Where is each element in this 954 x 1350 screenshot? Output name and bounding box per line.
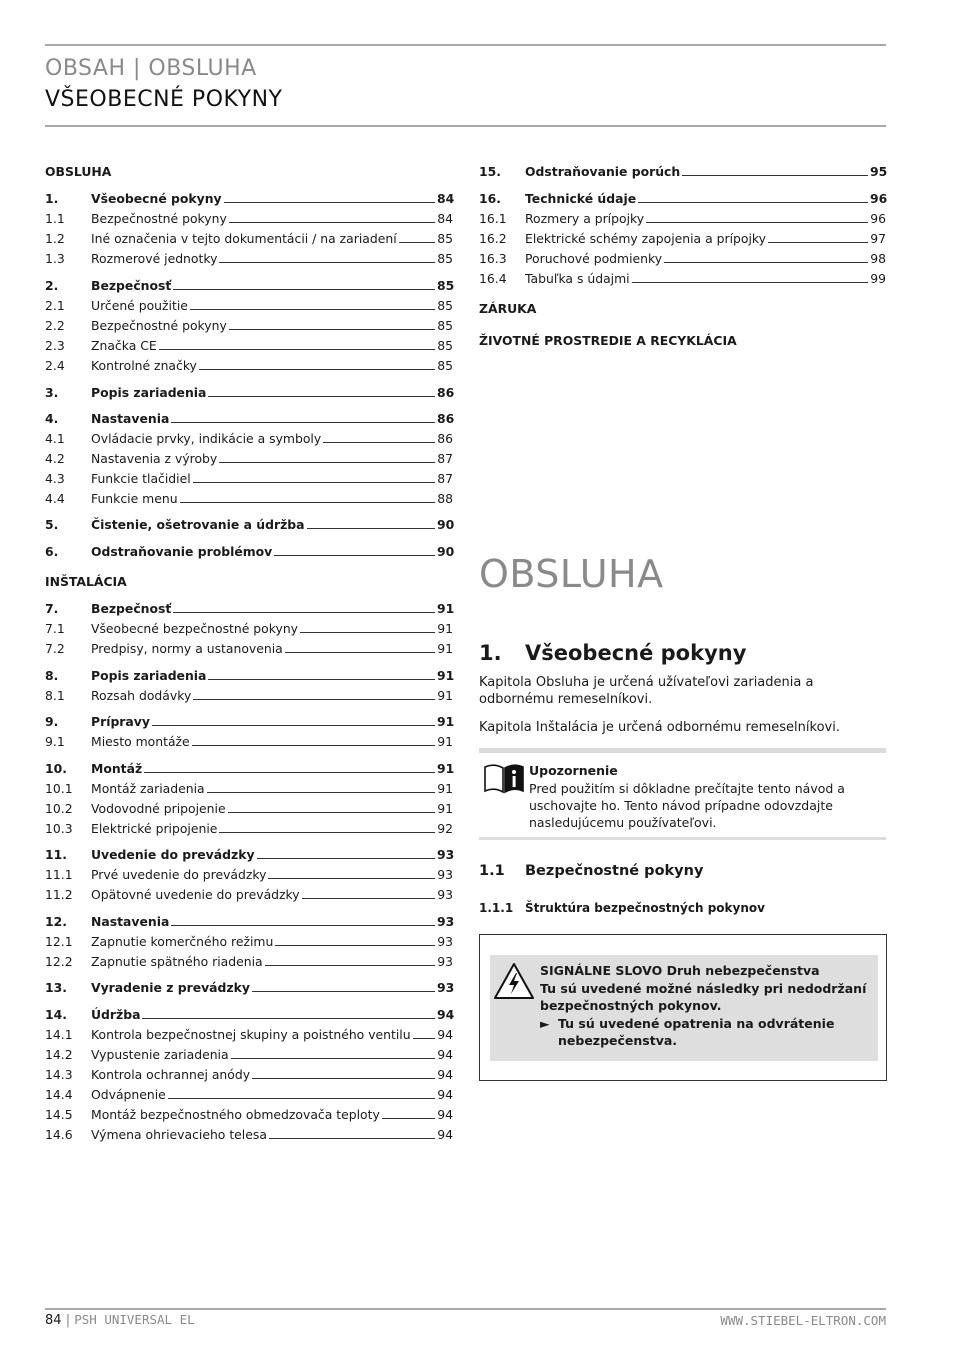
footer-left [45, 1312, 195, 1328]
warning-panel [490, 955, 878, 1061]
heading-safety-structure [479, 901, 765, 915]
toc-entry-page: 84 [437, 191, 455, 206]
toc-entry[interactable] [45, 1104, 453, 1122]
toc-leader-line [173, 612, 435, 613]
toc-leader-line [265, 965, 435, 966]
heading-general-instructions [479, 641, 746, 665]
toc-entry[interactable] [479, 161, 886, 179]
toc-entry[interactable] [45, 408, 453, 426]
toc-entry-number: 7.2 [45, 641, 65, 656]
toc-entry-page: 90 [437, 517, 455, 532]
paragraph-operation: Kapitola Obsluha je určená užívateľovi zariadenia a odbornému remeselníkovi. [479, 675, 814, 707]
toc-entry-number: 16. [479, 191, 501, 206]
toc-entry-page: 85 [437, 318, 453, 333]
toc-entry-title: Vyradenie z prevádzky [91, 980, 250, 995]
toc-entry-number: 2. [45, 278, 59, 293]
toc-leader-line [208, 679, 435, 680]
toc-entry-page: 99 [870, 271, 886, 286]
toc-leader-line [307, 528, 435, 529]
toc-entry-page: 91 [437, 601, 455, 616]
toc-entry-number: 10.2 [45, 801, 73, 816]
toc-entry-page: 96 [870, 191, 888, 206]
toc-entry[interactable] [45, 488, 453, 506]
toc-entry[interactable] [45, 1044, 453, 1062]
toc-entry-page: 85 [437, 278, 455, 293]
toc-entry-title: Odstraňovanie porúch [525, 164, 681, 179]
heading-safety-instructions [479, 863, 703, 879]
toc-entry-page: 93 [437, 980, 455, 995]
toc-entry-page: 86 [437, 431, 453, 446]
toc-leader-line [646, 222, 868, 223]
toc-leader-line [632, 282, 868, 283]
toc-entry-title: Poruchové podmienky [525, 251, 663, 266]
toc-entry-title: Výmena ohrievacieho telesa [91, 1127, 267, 1142]
toc-entry[interactable] [479, 248, 886, 266]
toc-leader-line [171, 925, 435, 926]
toc-entry-title: Funkcie menu [91, 491, 178, 506]
toc-leader-line [300, 632, 435, 633]
page-number: 84 [45, 1313, 62, 1328]
toc-entry-page: 94 [437, 1027, 453, 1042]
toc-leader-line [180, 502, 435, 503]
toc-entry-title: Predpisy, normy a ustanovenia [91, 641, 283, 656]
toc-entry-title: Nastavenia [91, 411, 170, 426]
toc-entry-title: Uvedenie do prevádzky [91, 847, 255, 862]
toc-leader-line [275, 945, 435, 946]
toc-entry[interactable] [45, 188, 453, 206]
toc-entry[interactable] [45, 275, 453, 293]
toc-entry-page: 93 [437, 887, 453, 902]
toc-entry-number: 7.1 [45, 621, 65, 636]
toc-entry[interactable] [45, 798, 453, 816]
toc-entry-page: 90 [437, 544, 455, 559]
toc-entry-title: Elektrické schémy zapojenia a prípojky [525, 231, 766, 246]
toc-entry-number: 4.2 [45, 451, 65, 466]
toc-entry[interactable] [45, 638, 453, 656]
toc-entry-title: Bezpečnostné pokyny [91, 318, 227, 333]
toc-entry[interactable] [45, 951, 453, 969]
toc-entry-page: 85 [437, 338, 453, 353]
toc-entry-number: 16.2 [479, 231, 507, 246]
toc-entry-number: 14.2 [45, 1047, 73, 1062]
warning-measure [540, 1015, 876, 1049]
toc-entry-number: 8.1 [45, 688, 65, 703]
header-breadcrumb: OBSAH | OBSLUHA [45, 56, 257, 81]
toc-entry-number: 1. [45, 191, 59, 206]
toc-entry[interactable] [45, 428, 453, 446]
toc-entry-title: Vypustenie zariadenia [91, 1047, 229, 1062]
toc-entry-page: 93 [437, 867, 453, 882]
toc-entry-number: 11. [45, 847, 67, 862]
toc-entry[interactable] [45, 844, 453, 862]
toc-entry-title: Bezpečnosť [91, 278, 172, 293]
toc-entry-title: Iné označenia v tejto dokumentácii / na zariadení [91, 231, 397, 246]
toc-entry[interactable] [45, 977, 453, 995]
note-text: Pred použitím si dôkladne prečítajte tento návod a uschovajte ho. Tento návod prípadne odovzdajte nasledujúcemu používateľovi. [529, 781, 845, 830]
toc-leader-line [382, 1118, 435, 1119]
toc-entry-title: Montáž zariadenia [91, 781, 205, 796]
toc-entry-title: Kontrolné značky [91, 358, 197, 373]
toc-entry-page: 98 [870, 251, 886, 266]
footer-rule [45, 1308, 886, 1310]
toc-entry-page: 94 [437, 1007, 455, 1022]
toc-entry-title: Určené použitie [91, 298, 188, 313]
header-top-rule [45, 44, 886, 46]
toc-entry-number: 2.2 [45, 318, 65, 333]
toc-entry-page: 93 [437, 914, 455, 929]
footer-separator: | [65, 1313, 71, 1328]
heading-text: Bezpečnostné pokyny [525, 863, 704, 879]
toc-entry-page: 91 [437, 801, 453, 816]
toc-entry-title: Tabuľka s údajmi [525, 271, 630, 286]
warning-box [479, 934, 887, 1081]
toc-entry-page: 91 [437, 781, 453, 796]
toc-section-heading: OBSLUHA [45, 164, 112, 179]
toc-entry-number: 10. [45, 761, 67, 776]
toc-leader-line [208, 396, 435, 397]
toc-entry-number: 14.5 [45, 1107, 73, 1122]
toc-entry-number: 8. [45, 668, 59, 683]
page-title: VŠEOBECNÉ POKYNY [45, 87, 283, 112]
toc-entry-number: 5. [45, 517, 59, 532]
toc-entry-title: Kontrola bezpečnostnej skupiny a poistného ventilu [91, 1027, 411, 1042]
toc-leader-line [269, 1138, 435, 1139]
heading-number: 1. [479, 641, 502, 665]
manual-info-icon [482, 761, 526, 795]
toc-entry-title: Bezpečnosť [91, 601, 172, 616]
toc-entry-number: 14. [45, 1007, 67, 1022]
toc-entry[interactable] [45, 514, 453, 532]
toc-entry-title: Popis zariadenia [91, 385, 207, 400]
toc-entry-page: 91 [437, 621, 453, 636]
toc-leader-line [268, 878, 435, 879]
toc-entry[interactable] [45, 1004, 453, 1022]
toc-leader-line [682, 175, 868, 176]
toc-entry-page: 91 [437, 734, 453, 749]
toc-leader-line [274, 555, 435, 556]
toc-entry[interactable] [45, 911, 453, 929]
product-name: PSH UNIVERSAL EL [74, 1312, 195, 1327]
toc-entry-number: 1.2 [45, 231, 65, 246]
toc-entry-page: 86 [437, 411, 455, 426]
toc-entry[interactable] [45, 685, 453, 703]
toc-entry-title: Montáž bezpečnostného obmedzovača teploty [91, 1107, 380, 1122]
toc-leader-line [219, 462, 435, 463]
toc-entry-number: 9. [45, 714, 59, 729]
toc-entry-number: 2.3 [45, 338, 65, 353]
toc-entry[interactable] [45, 618, 453, 636]
toc-entry-number: 4.3 [45, 471, 65, 486]
toc-entry-title: Údržba [91, 1007, 141, 1022]
arrow-right-icon: ► [540, 1016, 550, 1031]
toc-entry-number: 11.2 [45, 887, 73, 902]
toc-entry-number: 14.6 [45, 1127, 73, 1142]
toc-leader-line [664, 262, 868, 263]
toc-leader-line [219, 832, 435, 833]
toc-entry-number: 9.1 [45, 734, 65, 749]
toc-leader-line [168, 1098, 435, 1099]
toc-entry[interactable] [45, 315, 453, 333]
toc-entry-number: 3. [45, 385, 59, 400]
toc-leader-line [193, 482, 435, 483]
toc-entry-title: Všeobecné bezpečnostné pokyny [91, 621, 299, 636]
toc-entry-number: 15. [479, 164, 501, 179]
toc-entry-page: 87 [437, 451, 453, 466]
toc-entry-page: 93 [437, 847, 455, 862]
toc-entry-title: Nastavenia z výroby [91, 451, 218, 466]
toc-entry-number: 12. [45, 914, 67, 929]
toc-entry-title: Ovládacie prvky, indikácie a symboly [91, 431, 322, 446]
toc-leader-line [285, 652, 435, 653]
warning-title: SIGNÁLNE SLOVO Druh nebezpečenstva [540, 963, 820, 978]
toc-entry-title: Opätovné uvedenie do prevádzky [91, 887, 300, 902]
toc-leader-line [231, 1058, 435, 1059]
paragraph-installation: Kapitola Inštalácia je určená odbornému remeselníkovi. [479, 720, 840, 735]
toc-entry[interactable] [45, 1084, 453, 1102]
toc-entry-title: Prvé uvedenie do prevádzky [91, 867, 267, 882]
toc-leader-line [257, 858, 435, 859]
toc-entry-number: 12.1 [45, 934, 73, 949]
toc-entry-number: 16.3 [479, 251, 507, 266]
heading-number: 1.1.1 [479, 901, 514, 915]
toc-entry-page: 84 [437, 211, 453, 226]
website-url: WWW.STIEBEL-ELTRON.COM [720, 1313, 886, 1328]
toc-entry-number: 10.1 [45, 781, 73, 796]
toc-entry-page: 91 [437, 688, 453, 703]
toc-entry[interactable] [45, 1064, 453, 1082]
toc-leader-line [224, 202, 435, 203]
toc-entry-page: 96 [870, 211, 886, 226]
electric-hazard-icon [493, 962, 535, 1000]
toc-entry-page: 91 [437, 668, 455, 683]
toc-entry-page: 85 [437, 358, 453, 373]
toc-entry-page: 94 [437, 1047, 453, 1062]
warning-text: Tu sú uvedené možné následky pri nedodržaní bezpečnostných pokynov. [540, 981, 867, 1013]
toc-entry-page: 97 [870, 231, 886, 246]
toc-entry[interactable] [45, 1124, 453, 1142]
toc-leader-line [302, 898, 435, 899]
toc-entry-number: 14.4 [45, 1087, 73, 1102]
toc-leader-line [142, 1018, 435, 1019]
toc-leader-line [159, 349, 435, 350]
toc-leader-line [228, 812, 435, 813]
toc-entry-number: 14.3 [45, 1067, 73, 1082]
toc-entry[interactable] [45, 884, 453, 902]
toc-entry-page: 93 [437, 954, 453, 969]
toc-entry-number: 10.3 [45, 821, 73, 836]
toc-entry-page: 93 [437, 934, 453, 949]
toc-entry[interactable] [45, 598, 453, 616]
toc-entry[interactable] [45, 731, 453, 749]
toc-section-heading: ŽIVOTNÉ PROSTREDIE A RECYKLÁCIA [479, 333, 737, 348]
note-title: Upozornenie [529, 763, 618, 778]
header-bottom-rule [45, 125, 886, 127]
section-title: OBSLUHA [479, 552, 664, 596]
toc-entry-title: Technické údaje [525, 191, 637, 206]
toc-leader-line [323, 442, 435, 443]
toc-entry[interactable] [45, 448, 453, 466]
toc-entry-page: 91 [437, 714, 455, 729]
toc-entry-title: Rozsah dodávky [91, 688, 192, 703]
toc-entry-title: Rozmery a prípojky [525, 211, 645, 226]
toc-entry[interactable] [45, 711, 453, 729]
toc-entry-page: 94 [437, 1127, 453, 1142]
toc-entry[interactable] [45, 248, 453, 266]
toc-entry-number: 14.1 [45, 1027, 73, 1042]
toc-entry-title: Odstraňovanie problémov [91, 544, 273, 559]
toc-leader-line [152, 725, 435, 726]
toc-leader-line [229, 329, 435, 330]
toc-entry-title: Funkcie tlačidiel [91, 471, 191, 486]
toc-entry-page: 85 [437, 251, 453, 266]
toc-entry-title: Popis zariadenia [91, 668, 207, 683]
toc-section-heading: INŠTALÁCIA [45, 574, 127, 589]
toc-entry-number: 1.1 [45, 211, 65, 226]
toc-entry[interactable] [45, 468, 453, 486]
toc-entry[interactable] [479, 228, 886, 246]
toc-entry-number: 16.1 [479, 211, 507, 226]
toc-entry[interactable] [45, 228, 453, 246]
toc-leader-line [252, 1078, 435, 1079]
toc-leader-line [192, 745, 435, 746]
toc-entry-page: 91 [437, 761, 455, 776]
toc-leader-line [768, 242, 868, 243]
toc-leader-line [173, 289, 435, 290]
toc-entry-number: 4.4 [45, 491, 65, 506]
toc-entry[interactable] [45, 208, 453, 226]
toc-entry-page: 87 [437, 471, 453, 486]
toc-entry-page: 88 [437, 491, 453, 506]
toc-entry[interactable] [479, 208, 886, 226]
toc-entry-title: Odvápnenie [91, 1087, 166, 1102]
heading-text: Všeobecné pokyny [525, 641, 747, 665]
toc-entry-title: Montáž [91, 761, 143, 776]
toc-entry[interactable] [45, 864, 453, 882]
toc-entry-page: 94 [437, 1087, 453, 1102]
toc-leader-line [638, 202, 868, 203]
toc-leader-line [199, 369, 435, 370]
toc-entry-number: 2.1 [45, 298, 65, 313]
toc-entry[interactable] [45, 665, 453, 683]
warning-measure-text: Tu sú uvedené opatrenia na odvrátenie nebezpečenstva. [558, 1016, 835, 1048]
toc-entry[interactable] [45, 1024, 453, 1042]
toc-entry-title: Zapnutie komerčného režimu [91, 934, 274, 949]
heading-number: 1.1 [479, 863, 505, 879]
toc-section-heading: ZÁRUKA [479, 301, 537, 316]
toc-leader-line [171, 422, 435, 423]
toc-entry-number: 11.1 [45, 867, 73, 882]
toc-entry-title: Bezpečnostné pokyny [91, 211, 227, 226]
toc-entry[interactable] [45, 931, 453, 949]
note-box [479, 748, 886, 840]
toc-entry-title: Miesto montáže [91, 734, 190, 749]
toc-entry[interactable] [45, 335, 453, 353]
toc-leader-line [144, 772, 435, 773]
heading-text: Štruktúra bezpečnostných pokynov [525, 901, 765, 915]
toc-leader-line [193, 699, 435, 700]
toc-entry-page: 85 [437, 231, 453, 246]
toc-entry-page: 95 [870, 164, 888, 179]
toc-entry[interactable] [45, 778, 453, 796]
toc-leader-line [207, 792, 435, 793]
toc-leader-line [229, 222, 435, 223]
toc-entry-number: 6. [45, 544, 59, 559]
toc-leader-line [219, 262, 435, 263]
toc-entry-page: 92 [437, 821, 453, 836]
toc-entry-number: 16.4 [479, 271, 507, 286]
toc-entry-title: Elektrické pripojenie [91, 821, 218, 836]
toc-entry[interactable] [479, 188, 886, 206]
toc-entry-title: Nastavenia [91, 914, 170, 929]
toc-entry-number: 4. [45, 411, 59, 426]
toc-entry-title: Značka CE [91, 338, 157, 353]
toc-entry[interactable] [479, 268, 886, 286]
toc-entry-page: 94 [437, 1107, 453, 1122]
toc-leader-line [413, 1038, 435, 1039]
toc-entry[interactable] [45, 818, 453, 836]
toc-entry-number: 2.4 [45, 358, 65, 373]
toc-entry-page: 94 [437, 1067, 453, 1082]
toc-entry-page: 86 [437, 385, 455, 400]
toc-entry-number: 13. [45, 980, 67, 995]
toc-entry-title: Všeobecné pokyny [91, 191, 222, 206]
toc-entry-title: Rozmerové jednotky [91, 251, 218, 266]
toc-entry[interactable] [45, 758, 453, 776]
toc-entry-page: 91 [437, 641, 453, 656]
toc-leader-line [399, 242, 435, 243]
toc-entry-title: Kontrola ochrannej anódy [91, 1067, 251, 1082]
toc-entry-title: Prípravy [91, 714, 150, 729]
toc-entry-title: Vodovodné pripojenie [91, 801, 226, 816]
toc-entry-number: 7. [45, 601, 59, 616]
toc-leader-line [252, 991, 435, 992]
toc-entry[interactable] [45, 355, 453, 373]
toc-entry-number: 1.3 [45, 251, 65, 266]
toc-entry-number: 12.2 [45, 954, 73, 969]
toc-entry[interactable] [45, 295, 453, 313]
toc-leader-line [190, 309, 435, 310]
toc-entry-title: Čistenie, ošetrovanie a údržba [91, 517, 305, 532]
toc-entry-page: 85 [437, 298, 453, 313]
toc-entry[interactable] [45, 541, 453, 559]
toc-entry[interactable] [45, 382, 453, 400]
toc-entry-number: 4.1 [45, 431, 65, 446]
toc-entry-title: Zapnutie spätného riadenia [91, 954, 263, 969]
